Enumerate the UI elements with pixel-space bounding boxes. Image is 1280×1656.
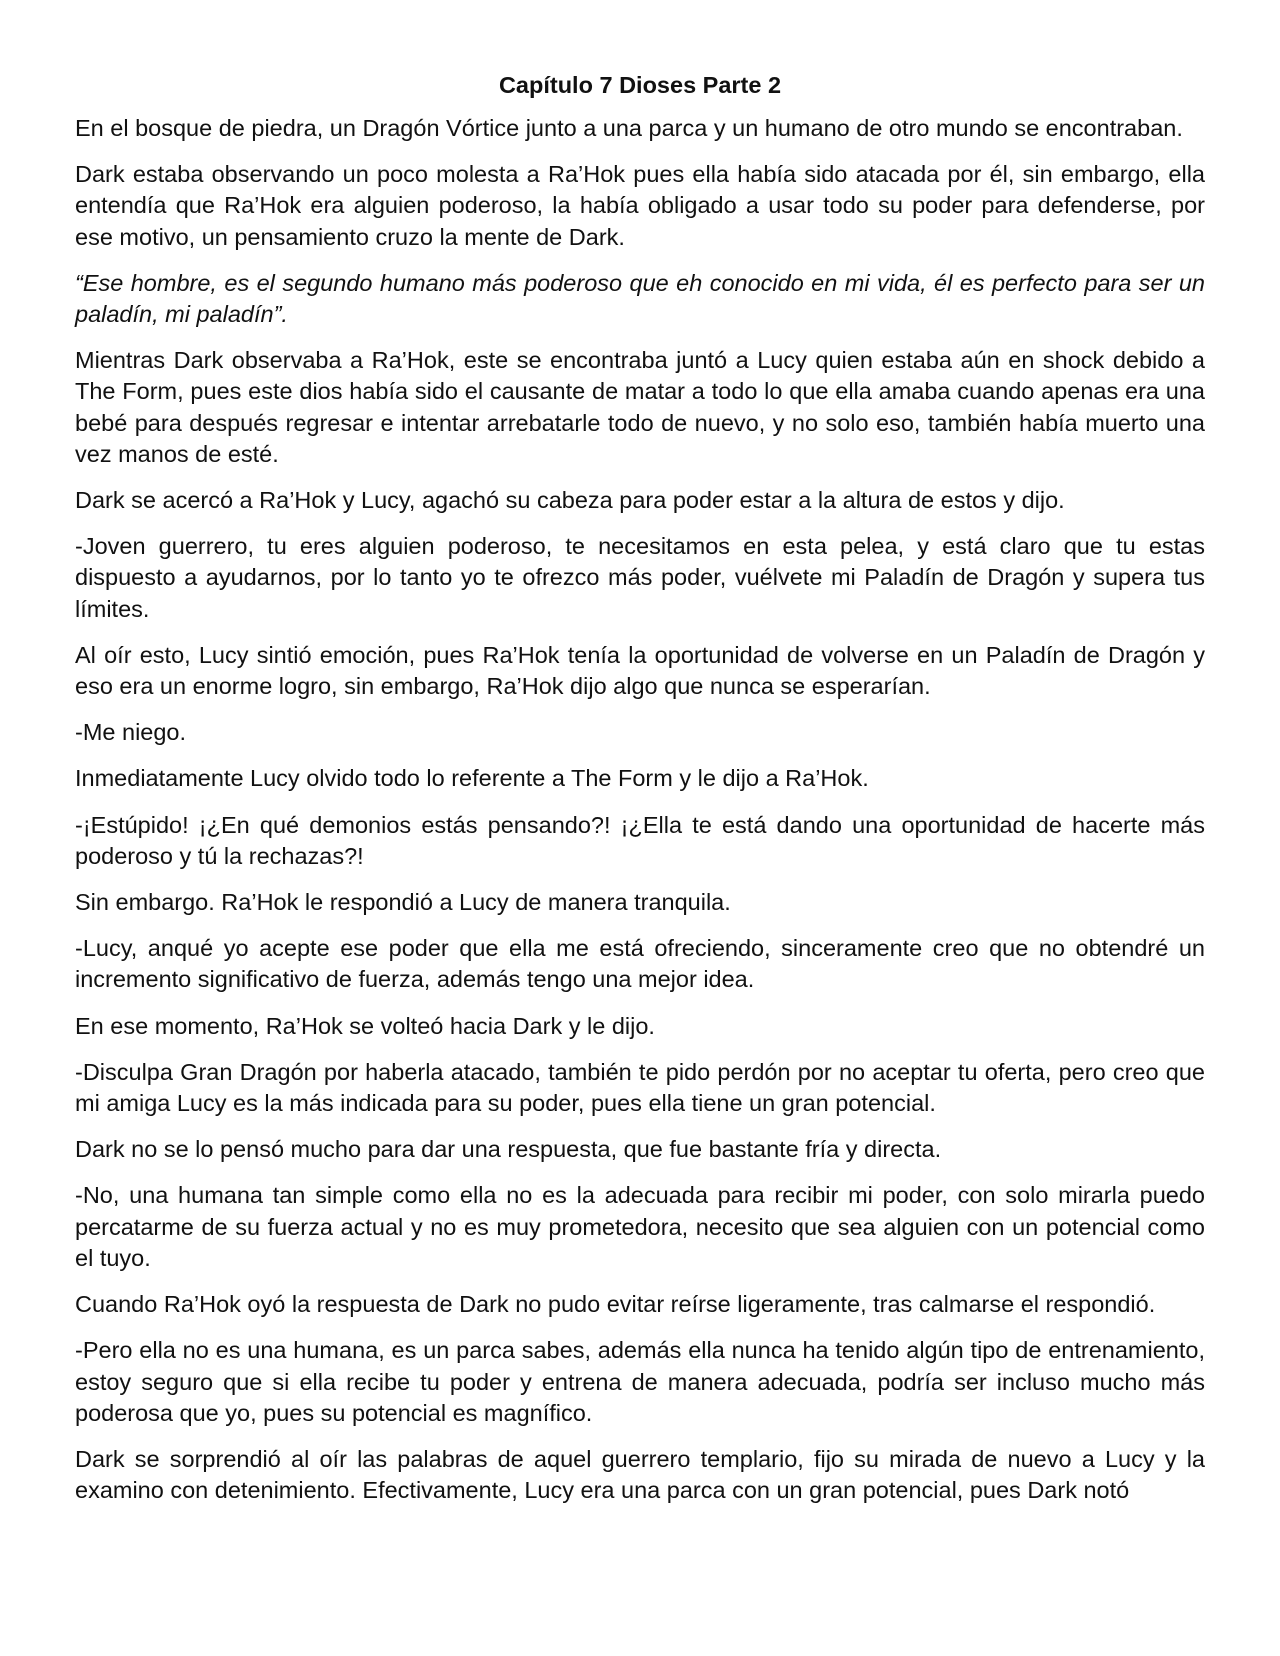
paragraph: Sin embargo. Ra’Hok le respondió a Lucy de manera tranquila. [75, 889, 731, 916]
chapter-title: Capítulo 7 Dioses Parte 2 [498, 72, 782, 98]
paragraph: Cuando Ra’Hok oyó la respuesta de Dark no pudo evitar reírse ligeramente, tras calmarse el respondió. [75, 1291, 1156, 1318]
paragraph: -Disculpa Gran Dragón por haberla atacado, también te pido perdón por no aceptar tu oferta, pero creo que mi amiga Lucy es la más indicada para su poder, pues ella tiene un gran potencial. [75, 1058, 1205, 1117]
paragraph: -No, una humana tan simple como ella no es la adecuada para recibir mi poder, con solo mirarla puedo percatarme de su fuerza actual y no es muy prometedora, necesito que sea alguien con un potencial como el tuyo. [75, 1182, 1205, 1271]
paragraph: -Lucy, anqué yo acepte ese poder que ella me está ofreciendo, sinceramente creo que no obtendré un incremento significativo de fuerza, además tengo una mejor idea. [75, 935, 1205, 993]
paragraph: Dark se sorprendió al oír las palabras de aquel guerrero templario, fijo su mirada de nuevo a Lucy y la examino con detenimiento. Efectivamente, Lucy era una parca con un gran potencial, pues Dark notó [75, 1445, 1205, 1504]
paragraph: En ese momento, Ra’Hok se volteó hacia Dark y le dijo. [75, 1012, 655, 1039]
paragraph: -¡Estúpido! ¡¿En qué demonios estás pensando?! ¡¿Ella te está dando una oportunidad de hacerte más poderoso y tú la rechazas?! [75, 811, 1205, 869]
paragraph: -Me niego. [75, 719, 187, 746]
paragraph: Dark no se lo pensó mucho para dar una respuesta, que fue bastante fría y directa. [75, 1136, 942, 1163]
paragraph: Inmediatamente Lucy olvido todo lo referente a The Form y le dijo a Ra’Hok. [75, 765, 869, 792]
paragraph: Mientras Dark observaba a Ra’Hok, este se encontraba juntó a Lucy quien estaba aún en shock debido a The Form, pues este dios había sido el causante de matar a todo lo que ella amaba cuando apenas era una bebé para después regresar e intentar arrebatarle todo de nuevo, y no solo eso, también había muerto una vez manos de esté. [75, 347, 1205, 467]
paragraph: En el bosque de piedra, un Dragón Vórtice junto a una parca y un humano de otro mundo se encontraban. [75, 115, 1183, 141]
paragraph: Dark se acercó a Ra’Hok y Lucy, agachó su cabeza para poder estar a la altura de estos y dijo. [75, 487, 1065, 514]
paragraph: “Ese hombre, es el segundo humano más poderoso que eh conocido en mi vida, él es perfecto para ser un paladín, mi paladín”. [75, 269, 1205, 328]
paragraph: -Joven guerrero, tu eres alguien poderoso, te necesitamos en esta pelea, y está claro que tu estas dispuesto a ayudarnos, por lo tanto yo te ofrezco más poder, vuélvete mi Paladín de Dragón y supera tus límites. [75, 533, 1205, 622]
paragraph: Dark estaba observando un poco molesta a Ra’Hok pues ella había sido atacada por él, sin embargo, ella entendía que Ra’Hok era alguien poderoso, la había obligado a usar todo su poder para defenderse, por ese motivo, un pensamiento cruzo la mente de Dark. [75, 161, 1205, 250]
paragraph: Al oír esto, Lucy sintió emoción, pues Ra’Hok tenía la oportunidad de volverse en un Paladín de Dragón y eso era un enorme logro, sin embargo, Ra’Hok dijo algo que nunca se esperarían. [75, 641, 1205, 700]
document-page [75, 70, 1205, 1521]
paragraph: -Pero ella no es una humana, es un parca sabes, además ella nunca ha tenido algún tipo de entrenamiento, estoy seguro que si ella recibe tu poder y entrena de manera adecuada, podría ser incluso mucho más poderosa que yo, pues su potencial es magnífico. [75, 1337, 1205, 1426]
paragraph-list [75, 113, 1205, 1506]
